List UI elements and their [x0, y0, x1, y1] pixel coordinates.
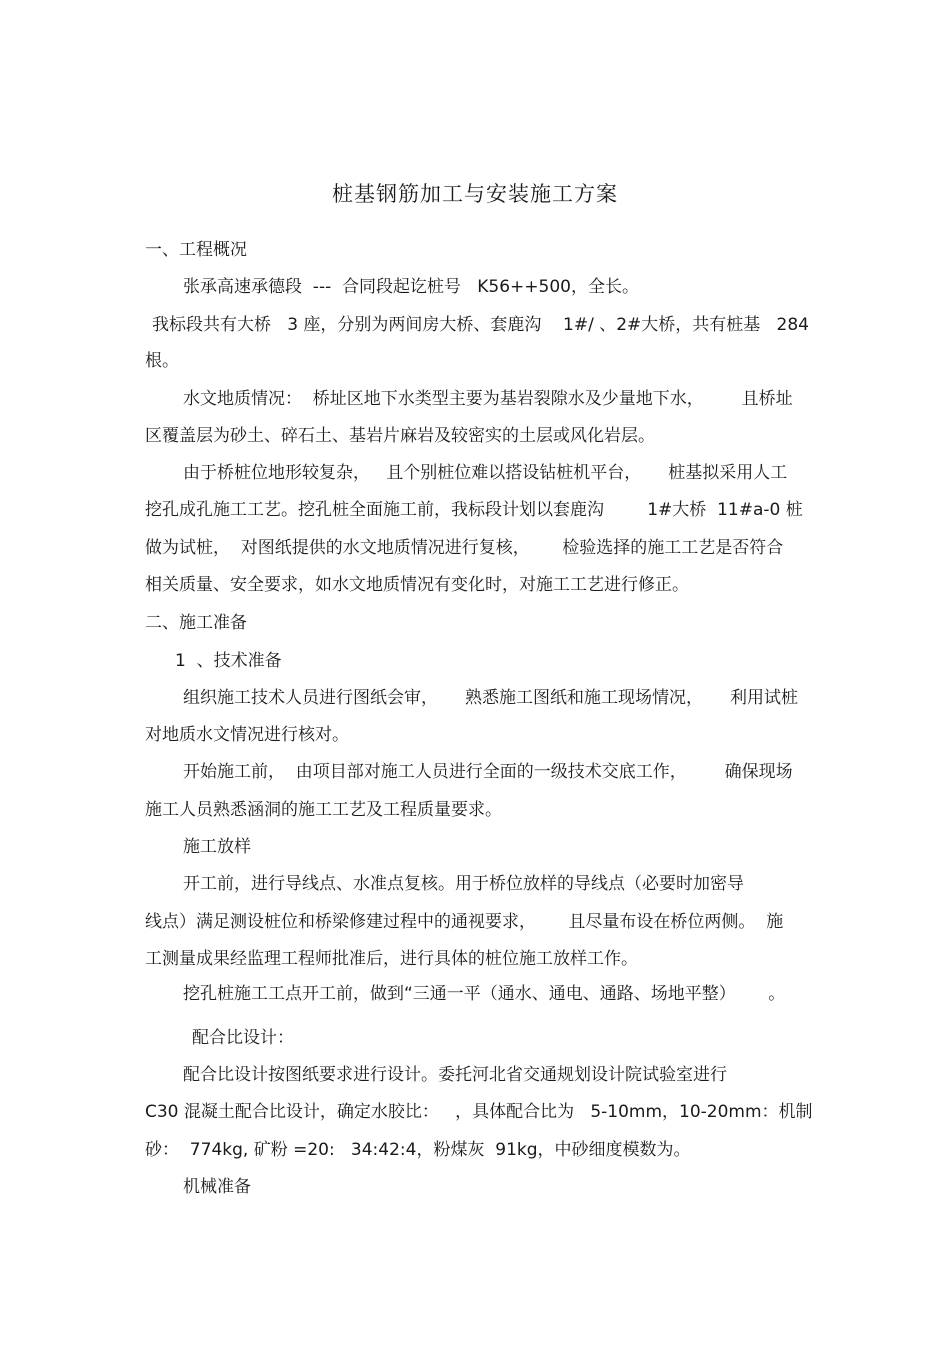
paragraph-line: 施工人员熟悉涵洞的施工工艺及工程质量要求。: [145, 800, 502, 820]
subsection-heading-staking: 施工放样: [183, 837, 251, 857]
paragraph-line: 对地质水文情况进行核对。: [145, 725, 349, 745]
paragraph-line: 挖孔成孔施工工艺。挖孔桩全面施工前，我标段计划以套鹿沟 1#大桥 11#a-0 桩: [145, 500, 803, 520]
paragraph-line: 做为试桩， 对图纸提供的水文地质情况进行复核， 检验选择的施工工艺是否符合: [145, 538, 784, 558]
document-title: 桩基钢筋加工与安装施工方案: [332, 182, 618, 206]
paragraph-line: C30 混凝土配合比设计，确定水胶比： ，具体配合比为 5-10mm，10-20mm：机制: [145, 1102, 813, 1122]
paragraph-line: 区覆盖层为砂土、碎石土、基岩片麻岩及较密实的土层或风化岩层。: [145, 426, 655, 446]
paragraph-line: 相关质量、安全要求，如水文地质情况有变化时，对施工工艺进行修正。: [145, 575, 689, 595]
subsection-heading-machinery: 机械准备: [183, 1177, 251, 1197]
paragraph-line: 开始施工前， 由项目部对施工人员进行全面的一级技术交底工作， 确保现场: [183, 762, 793, 782]
paragraph-line: 工测量成果经监理工程师批准后，进行具体的桩位施工放样工作。: [145, 949, 638, 969]
section-heading-overview: 一、工程概况: [145, 240, 247, 260]
subsection-heading-technical: 1 、技术准备: [175, 651, 282, 671]
paragraph-line: 线点）满足测设桩位和桥梁修建过程中的通视要求， 且尽量布设在桥位两侧。 施: [145, 912, 784, 932]
subsection-heading-mix-design: 配合比设计：: [192, 1028, 294, 1048]
paragraph-line: 开工前，进行导线点、水准点复核。用于桥位放样的导线点（必要时加密导: [183, 874, 744, 894]
paragraph-line: 由于桥桩位地形较复杂， 且个别桩位难以搭设钻桩机平台， 桩基拟采用人工: [183, 463, 788, 483]
paragraph-line: 配合比设计按图纸要求进行设计。委托河北省交通规划设计院试验室进行: [183, 1065, 727, 1085]
paragraph-line: 根。: [145, 351, 179, 371]
paragraph-line: 组织施工技术人员进行图纸会审， 熟悉施工图纸和施工现场情况， 利用试桩: [183, 688, 799, 708]
paragraph-line: 砂： 774kg, 矿粉 =20: 34:42:4，粉煤灰 91kg，中砂细度模数为。: [145, 1140, 691, 1160]
paragraph-line: 挖孔桩施工工点开工前，做到“三通一平（通水、通电、通路、场地平整） 。: [183, 984, 786, 1004]
paragraph-line: 水文地质情况： 桥址区地下水类型主要为基岩裂隙水及少量地下水， 且桥址: [183, 389, 793, 409]
paragraph-line: 我标段共有大桥 3 座，分别为两间房大桥、套鹿沟 1#/ 、2#大桥，共有桩基 284: [152, 315, 809, 335]
section-heading-preparation: 二、施工准备: [145, 613, 247, 633]
paragraph-line: 张承高速承德段 --- 合同段起讫桩号 K56++500，全长。: [183, 277, 639, 297]
